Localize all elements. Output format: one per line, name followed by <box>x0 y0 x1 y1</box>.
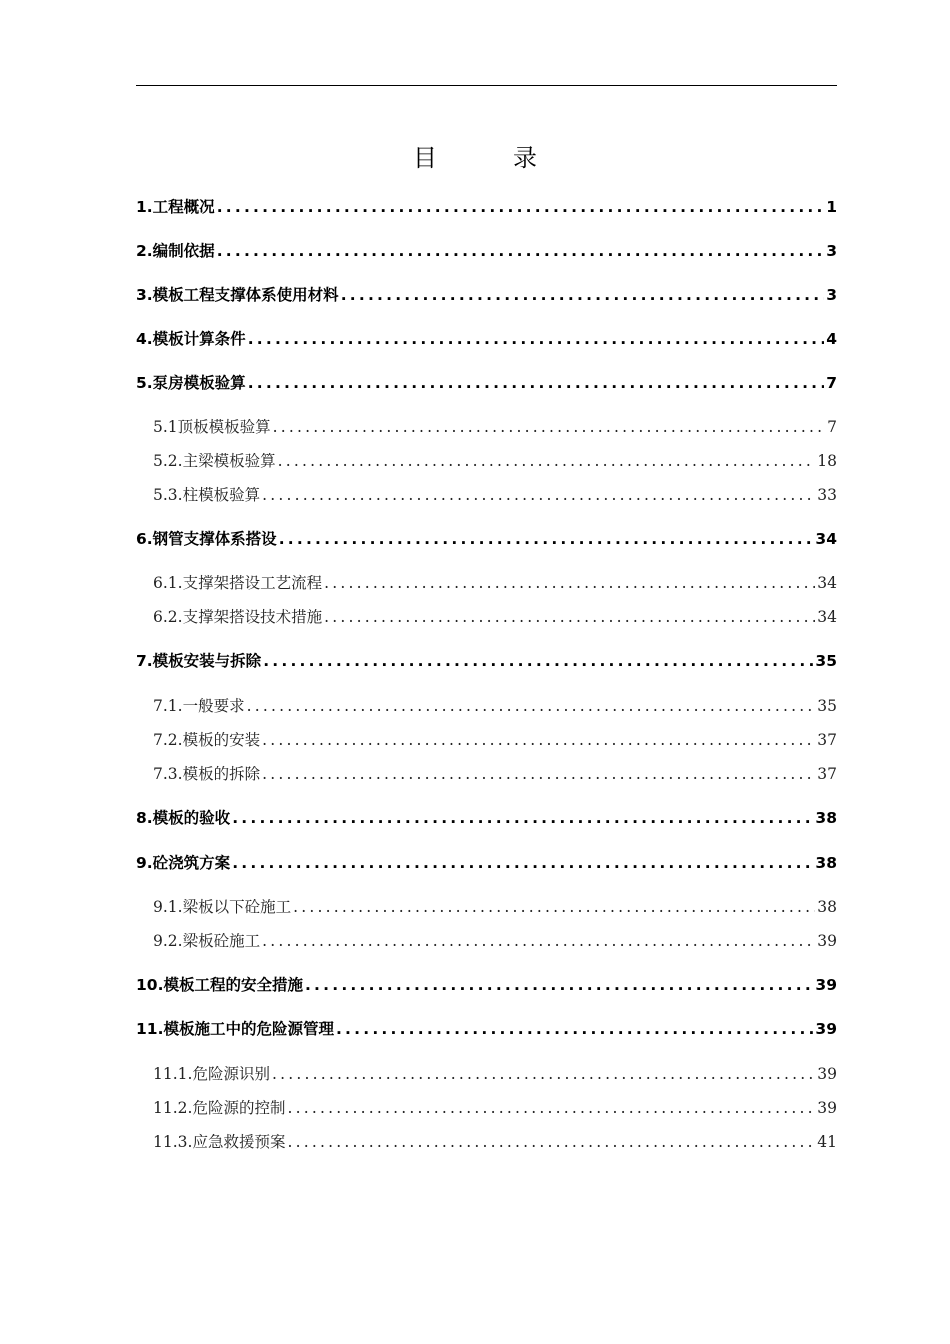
toc-entry-page-number: 39 <box>817 1065 837 1083</box>
toc-dot-leader <box>324 605 815 629</box>
toc-entry-page-number: 38 <box>815 854 837 872</box>
toc-entry[interactable] <box>153 694 837 718</box>
toc-entry-label: 9.砼浇筑方案 <box>136 854 231 872</box>
toc-entry-label: 11.2.危险源的控制 <box>153 1099 286 1117</box>
toc-entry-page-number: 37 <box>817 731 837 749</box>
toc-entry-label: 9.1.梁板以下砼施工 <box>153 898 292 916</box>
toc-dot-leader <box>293 895 815 919</box>
toc-dot-leader <box>262 728 815 752</box>
toc-entry[interactable] <box>136 239 837 263</box>
toc-entry[interactable] <box>136 806 837 830</box>
toc-entry-label: 5.2.主梁模板验算 <box>153 452 276 470</box>
toc-entry-page-number: 3 <box>826 286 837 304</box>
toc-dot-leader <box>273 415 825 439</box>
toc-dot-leader <box>278 449 816 473</box>
toc-entry-label: 6.钢管支撑体系搭设 <box>136 530 277 548</box>
toc-entry-label: 11.模板施工中的危险源管理 <box>136 1020 334 1038</box>
toc-entry[interactable] <box>136 283 837 307</box>
toc-entry-page-number: 34 <box>817 608 837 626</box>
toc-entry-page-number: 34 <box>817 574 837 592</box>
toc-entry-label: 5.1顶板模板验算 <box>153 418 271 436</box>
toc-entry-page-number: 38 <box>815 809 837 827</box>
toc-entry-label: 6.1.支撑架搭设工艺流程 <box>153 574 323 592</box>
toc-dot-leader <box>247 694 816 718</box>
toc-entry[interactable] <box>136 371 837 395</box>
toc-entry[interactable] <box>136 327 837 351</box>
toc-entry[interactable] <box>153 605 837 629</box>
toc-dot-leader <box>287 1130 815 1154</box>
toc-entry-page-number: 39 <box>817 1099 837 1117</box>
toc-entry-label: 7.模板安装与拆除 <box>136 652 262 670</box>
toc-dot-leader <box>262 929 815 953</box>
toc-dot-leader <box>341 283 825 307</box>
toc-entry-label: 7.2.模板的安装 <box>153 731 261 749</box>
toc-entry-label: 11.1.危险源识别 <box>153 1065 270 1083</box>
toc-title: 目 录 <box>413 144 563 172</box>
toc-entry[interactable] <box>153 571 837 595</box>
toc-entry-page-number: 33 <box>817 486 837 504</box>
toc-entry-page-number: 7 <box>826 374 837 392</box>
toc-entry-label: 10.模板工程的安全措施 <box>136 976 303 994</box>
toc-entry-page-number: 39 <box>817 932 837 950</box>
toc-entry-page-number: 41 <box>817 1133 837 1151</box>
toc-entry-page-number: 3 <box>826 242 837 260</box>
toc-entry-page-number: 18 <box>817 452 837 470</box>
toc-dot-leader <box>217 195 825 219</box>
toc-entry[interactable] <box>153 1130 837 1154</box>
toc-dot-leader <box>324 571 815 595</box>
toc-entry-page-number: 35 <box>817 697 837 715</box>
toc-entry[interactable] <box>136 195 837 219</box>
toc-dot-leader <box>336 1017 813 1041</box>
toc-entry-label: 5.泵房模板验算 <box>136 374 246 392</box>
toc-entry-label: 7.1.一般要求 <box>153 697 245 715</box>
toc-entry-page-number: 38 <box>817 898 837 916</box>
toc-entry[interactable] <box>136 527 837 551</box>
toc-dot-leader <box>232 806 813 830</box>
toc-entry[interactable] <box>153 483 837 507</box>
toc-dot-leader <box>279 527 814 551</box>
toc-entry-page-number: 7 <box>827 418 837 436</box>
toc-entry-page-number: 37 <box>817 765 837 783</box>
toc-entry-label: 7.3.模板的拆除 <box>153 765 261 783</box>
toc-entry[interactable] <box>136 973 837 997</box>
toc-dot-leader <box>287 1096 815 1120</box>
toc-entry[interactable] <box>136 851 837 875</box>
toc-dot-leader <box>248 371 825 395</box>
toc-entry[interactable] <box>153 415 837 439</box>
toc-entry[interactable] <box>136 649 837 673</box>
toc-entry-label: 11.3.应急救援预案 <box>153 1133 286 1151</box>
toc-entry-label: 3.模板工程支撑体系使用材料 <box>136 286 339 304</box>
toc-entry-page-number: 39 <box>815 976 837 994</box>
toc-entry[interactable] <box>153 1096 837 1120</box>
toc-entry-page-number: 35 <box>815 652 837 670</box>
toc-dot-leader <box>272 1062 815 1086</box>
toc-entry-label: 9.2.梁板砼施工 <box>153 932 261 950</box>
toc-entry[interactable] <box>153 929 837 953</box>
toc-entry[interactable] <box>153 895 837 919</box>
toc-dot-leader <box>262 762 815 786</box>
toc-entry-label: 5.3.柱模板验算 <box>153 486 261 504</box>
toc-entry-label: 2.编制依据 <box>136 242 215 260</box>
toc-entry-label: 4.模板计算条件 <box>136 330 246 348</box>
toc-entry-page-number: 1 <box>826 198 837 216</box>
toc-entry[interactable] <box>153 728 837 752</box>
toc-entry-page-number: 34 <box>815 530 837 548</box>
toc-entry-page-number: 39 <box>815 1020 837 1038</box>
toc-entry-label: 6.2.支撑架搭设技术措施 <box>153 608 323 626</box>
toc-entry[interactable] <box>153 1062 837 1086</box>
toc-entry-label: 1.工程概况 <box>136 198 215 216</box>
toc-dot-leader <box>248 327 825 351</box>
toc-entry[interactable] <box>153 449 837 473</box>
toc-entry[interactable] <box>136 1017 837 1041</box>
toc-entry[interactable] <box>153 762 837 786</box>
toc-dot-leader <box>217 239 825 263</box>
toc-dot-leader <box>262 483 815 507</box>
toc-dot-leader <box>232 851 813 875</box>
toc-entry-page-number: 4 <box>826 330 837 348</box>
toc-dot-leader <box>305 973 813 997</box>
toc-dot-leader <box>263 649 813 673</box>
toc-entry-label: 8.模板的验收 <box>136 809 231 827</box>
